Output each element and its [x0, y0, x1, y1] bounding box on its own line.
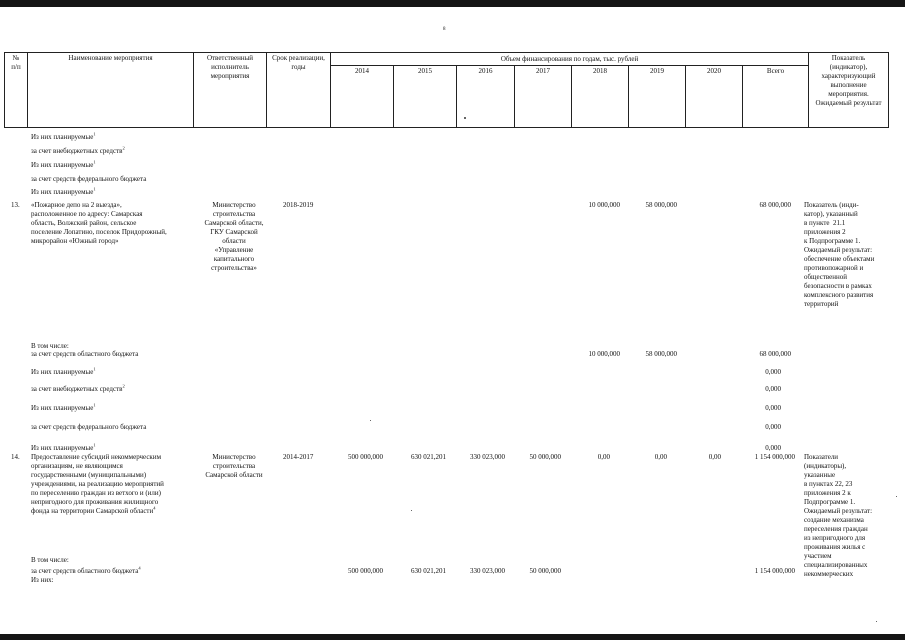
item13-row-extrabudget-total: 0,000 [765, 385, 781, 393]
top-row-3: Из них планируемые$^1$ [31, 159, 96, 169]
item13-row-regional-2019: 58 000,000 [645, 350, 677, 358]
item13-row-planned-2: Из них планируемые$^1$ [31, 402, 96, 412]
header-year-2019: 2019 [650, 67, 664, 75]
item13-num: 13. [11, 201, 20, 209]
item14-including: В том числе: [31, 556, 69, 564]
item13-row-planned-3: Из них планируемые$^1$ [31, 442, 96, 452]
item14-2017: 50 000,000 [529, 453, 561, 461]
header-vline [27, 52, 28, 128]
item14-period: 2014-2017 [283, 453, 314, 461]
item14-row-regional-2016: 330 023,000 [470, 567, 505, 575]
header-period: Срок реализации, годы [272, 54, 325, 71]
item14-row-regional-2017: 50 000,000 [529, 567, 561, 575]
item13-row-federal-total: 0,000 [765, 423, 781, 431]
item14-row-regional-2014: 500 000,000 [348, 567, 383, 575]
page-marker: 8 [443, 27, 446, 32]
item13-row-federal: за счет средств федерального бюджета [31, 423, 147, 431]
item14-2016: 330 023,000 [470, 453, 505, 461]
item14-row-regional-total: 1 154 000,000 [754, 567, 795, 575]
header-year-2020: 2020 [707, 67, 721, 75]
item14-indicator: Показатели (индикаторы), указанные в пунктах 22, 23 приложения 2 к Подпрограмме 1. Ожидаемый результат: создание механизма переселения граждан из непригодного для проживания жилья с участием специализированных некоммерческих [804, 453, 873, 578]
item13-2018: 10 000,000 [588, 201, 620, 209]
header-year-line [330, 65, 808, 66]
item13-total: 68 000,000 [759, 201, 791, 209]
item13-row-planned-2-total: 0,000 [765, 404, 781, 412]
item14-row-regional-2015: 630 021,201 [411, 567, 446, 575]
item14-2018: 0,00 [597, 453, 610, 461]
item13-period: 2018-2019 [283, 201, 314, 209]
header-total: Всего [766, 67, 785, 75]
header-funding-group: Объем финансирования по годам, тыс. рублей [500, 55, 639, 63]
header-year-2015: 2015 [418, 67, 432, 75]
header-responsible: Ответственный исполнитель мероприятия [206, 54, 254, 80]
item14-2020: 0,00 [708, 453, 721, 461]
header-year-2016: 2016 [478, 67, 493, 75]
header-year-2014: 2014 [355, 67, 369, 75]
item14-2019: 0,00 [654, 453, 667, 461]
item13-2019: 58 000,000 [645, 201, 677, 209]
item13-row-regional: за счет средств областного бюджета [31, 350, 139, 358]
item13-including: В том числе: [31, 342, 69, 350]
item14-name: Предоставление субсидий некоммерческим организациям, не являющимся государственными (муниципальными) учреждениями, на реализацию мероприятий по переселению граждан из ветхого и (или) непригодного для проживания жилищного фонда на территории Самарской области$^4$ [31, 453, 164, 515]
item13-row-regional-total: 68 000,000 [759, 350, 791, 358]
item13-responsible: Министерство строительства Самарской области, ГКУ Самарской области «Управление капитального строительства» [204, 201, 264, 272]
item13-row-extrabudget: за счет внебюджетных средств$^2$ [31, 383, 125, 393]
item14-2015: 630 021,201 [411, 453, 446, 461]
scan-speck [411, 510, 412, 511]
top-row-5: Из них планируемые$^1$ [31, 186, 96, 196]
item13-row-planned-1: Из них планируемые$^1$ [31, 366, 96, 376]
header-year-2018: 2018 [593, 67, 607, 75]
item14-responsible: Министерство строительства Самарской области [205, 453, 263, 479]
scan-speck [876, 621, 877, 622]
item13-name: «Пожарное депо на 2 выезда», расположенное по адресу: Самарская область, Волжский район, сельское поселение Лопатино, поселок Придорожный, микрорайон «Южный город» [31, 201, 167, 245]
header-num: № п/п [11, 54, 21, 71]
item14-row-regional: за счет средств областного бюджета$^4$ [31, 565, 141, 575]
item13-row-regional-2018: 10 000,000 [588, 350, 620, 358]
scan-speck [464, 117, 466, 119]
item13-row-planned-3-total: 0,000 [765, 444, 781, 452]
header-top-line [4, 52, 889, 53]
item14-of-them: Из них: [31, 576, 54, 584]
item14-num: 14. [11, 453, 20, 461]
header-name: Наименование мероприятия [68, 54, 153, 62]
item14-2014: 500 000,000 [348, 453, 383, 461]
header-indicator: Показатель (индикатор), характеризующий выполнение мероприятия. Ожидаемый результат [815, 54, 882, 107]
scan-speck [896, 496, 897, 497]
item13-row-planned-1-total: 0,000 [765, 368, 781, 376]
top-row-1: Из них планируемые$^1$ [31, 131, 96, 141]
item13-indicator: Показатель (инди- катор), указанный в пункте 21.1 приложения 2 к Подпрограмме 1. Ожидаемый результат: обеспечение объектами противопожарной и общественной безопасности в рамках комплексного развития территорий [804, 201, 875, 308]
top-border-bar [0, 0, 905, 7]
item14-total: 1 154 000,000 [754, 453, 795, 461]
top-row-2: за счет внебюджетных средств$^2$ [31, 145, 125, 155]
bottom-border-bar [0, 634, 905, 640]
header-year-2017: 2017 [536, 67, 550, 75]
top-row-4: за счет средств федерального бюджета [31, 175, 147, 183]
header-vline [888, 52, 889, 128]
header-bottom-line [4, 127, 889, 128]
scan-speck [370, 420, 371, 421]
